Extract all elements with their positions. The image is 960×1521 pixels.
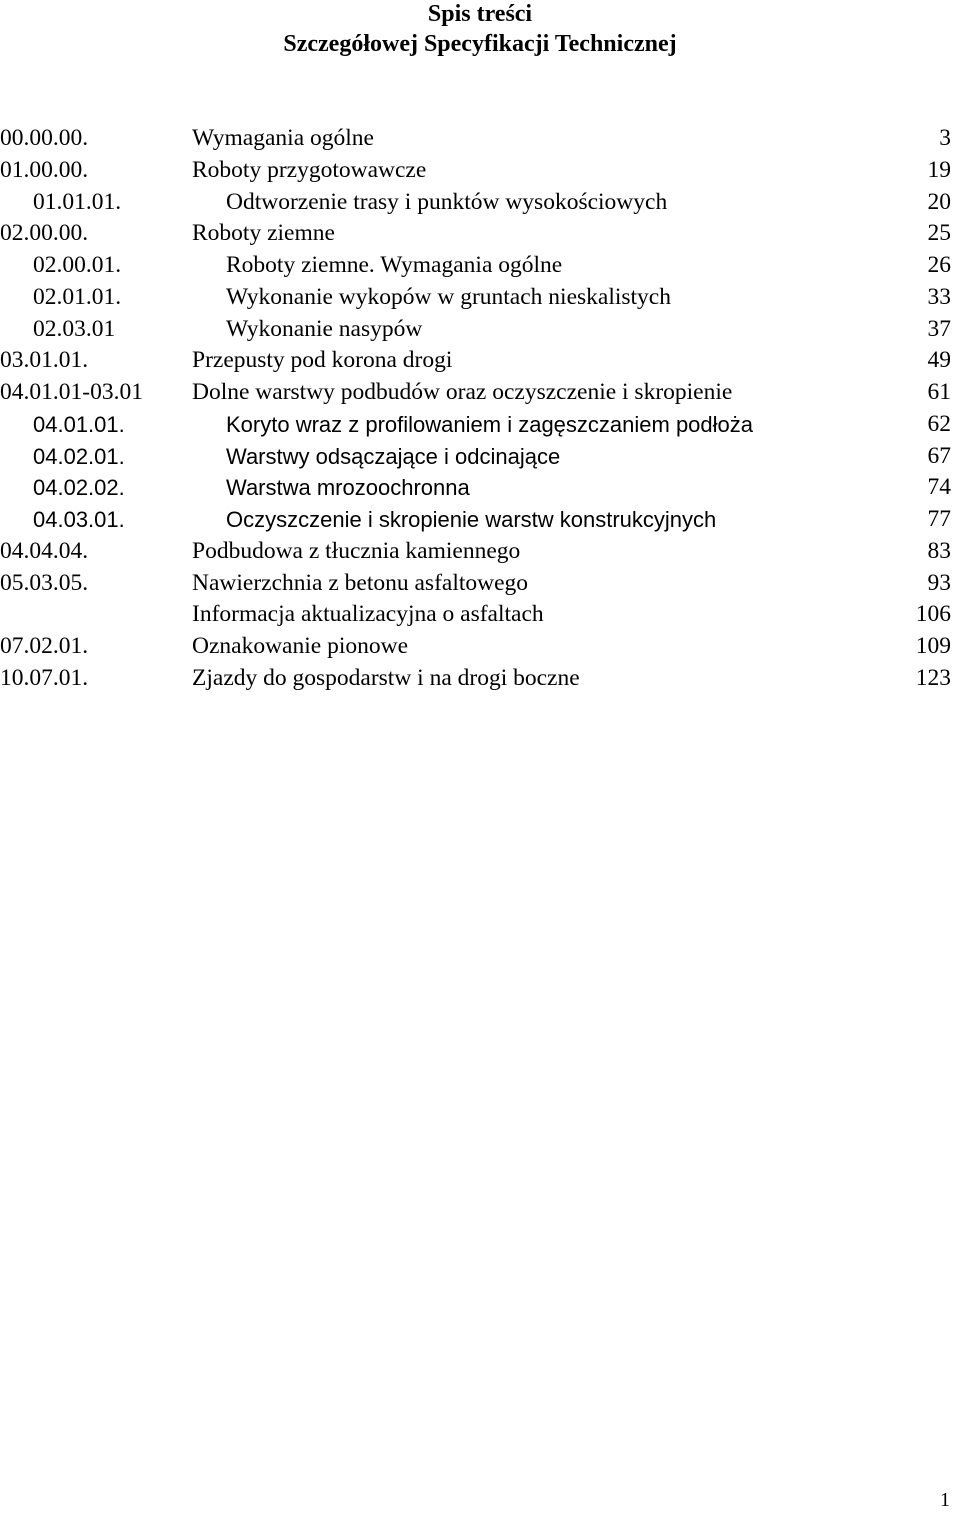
- toc-entry-title: Warstwa mrozoochronna: [226, 475, 470, 501]
- toc-entry-code: 07.02.01.: [0, 633, 89, 659]
- toc-entry-page: 109: [915, 633, 951, 659]
- toc-entry-title: Wykonanie wykopów w gruntach nieskalistych: [226, 283, 671, 310]
- toc-entry-title: Odtworzenie trasy i punktów wysokościowych: [226, 188, 668, 215]
- toc-entry-title: Zjazdy do gospodarstw i na drogi boczne: [192, 664, 580, 691]
- toc-entry-code: 04.04.04.: [0, 537, 89, 564]
- toc-entry: [0, 155, 960, 187]
- toc-entry: [0, 345, 960, 377]
- toc-entry-page: 93: [927, 569, 951, 596]
- toc-entry-code: 04.01.01-03.01: [0, 379, 143, 405]
- toc-entry: [0, 441, 960, 473]
- toc-entry-code: 02.00.00.: [0, 220, 89, 247]
- toc-entry-code: 01.01.01.: [33, 188, 122, 215]
- toc-entry: [0, 599, 960, 631]
- toc-entry-code: 05.03.05.: [0, 569, 89, 596]
- toc-entry-page: 62: [927, 410, 951, 437]
- toc-entry-code: 03.01.01.: [0, 347, 89, 374]
- toc-entry-page: 106: [915, 601, 951, 628]
- toc-entry: [0, 409, 960, 441]
- toc-entry-title: Wymagania ogólne: [192, 125, 374, 151]
- page-title: Spis treści: [427, 1, 533, 27]
- toc-entry: [0, 187, 960, 219]
- toc-entry-title: Przepusty pod korona drogi: [192, 347, 453, 374]
- toc-entry-page: 74: [927, 474, 951, 501]
- toc-entry-page: 3: [939, 125, 951, 151]
- toc-entry: [0, 536, 960, 568]
- toc-entry-page: 25: [927, 220, 951, 247]
- toc-entry-code: 00.00.00.: [0, 125, 89, 151]
- toc-entry: [0, 663, 960, 695]
- toc-entry: [0, 250, 960, 282]
- toc-entry: [0, 123, 960, 155]
- toc-entry-title: Oczyszczenie i skropienie warstw konstrukcyjnych: [226, 507, 717, 532]
- toc-entry-title: Koryto wraz z profilowaniem i zagęszczaniem podłoża: [226, 411, 754, 437]
- toc-entry-code: 04.03.01.: [33, 507, 125, 532]
- footer-page-number: 1: [940, 1489, 950, 1511]
- page-subtitle: Szczegółowej Specyfikacji Technicznej: [283, 31, 677, 57]
- toc-entry-page: 33: [927, 283, 951, 310]
- toc-entry-title: Warstwy odsączające i odcinające: [226, 443, 561, 469]
- table-of-contents: [0, 123, 960, 695]
- toc-entry-title: Informacja aktualizacyjna o asfaltach: [192, 601, 544, 628]
- toc-entry-title: Dolne warstwy podbudów oraz oczyszczenie i skropienie: [192, 379, 733, 405]
- toc-entry-code: 04.01.01.: [33, 411, 125, 437]
- toc-entry-page: 20: [927, 188, 951, 215]
- toc-entry-code: 01.00.00.: [0, 156, 89, 183]
- toc-entry: [0, 631, 960, 663]
- toc-entry-page: 123: [915, 664, 951, 691]
- toc-entry: [0, 472, 960, 504]
- toc-entry-page: 61: [927, 379, 951, 405]
- toc-entry: [0, 377, 960, 409]
- toc-entry-title: Oznakowanie pionowe: [192, 633, 408, 659]
- toc-entry-code: 04.02.01.: [33, 443, 125, 469]
- toc-entry-title: Podbudowa z tłucznia kamiennego: [192, 537, 521, 564]
- toc-entry-page: 67: [927, 442, 951, 469]
- toc-entry-title: Roboty ziemne: [192, 220, 335, 247]
- toc-entry-title: Roboty ziemne. Wymagania ogólne: [226, 252, 563, 278]
- toc-entry: [0, 218, 960, 250]
- toc-entry-title: Wykonanie nasypów: [226, 315, 423, 342]
- toc-entry-page: 77: [927, 506, 951, 532]
- toc-entry-title: Nawierzchnia z betonu asfaltowego: [192, 569, 529, 596]
- toc-entry-page: 83: [927, 537, 951, 564]
- toc-entry-code: 02.01.01.: [33, 283, 122, 310]
- toc-entry-code: 10.07.01.: [0, 664, 89, 691]
- toc-entry-code: 02.03.01: [33, 315, 116, 342]
- toc-entry-code: 04.02.02.: [33, 475, 125, 501]
- toc-entry-title: Roboty przygotowawcze: [192, 156, 427, 183]
- toc-entry-page: 49: [927, 347, 951, 374]
- toc-entry: [0, 282, 960, 314]
- toc-entry-page: 19: [927, 156, 951, 183]
- toc-entry-page: 26: [927, 252, 951, 278]
- toc-entry: [0, 568, 960, 600]
- toc-entry-page: 37: [927, 315, 951, 342]
- toc-entry-code: 02.00.01.: [33, 252, 122, 278]
- toc-entry: [0, 504, 960, 536]
- toc-entry: [0, 314, 960, 346]
